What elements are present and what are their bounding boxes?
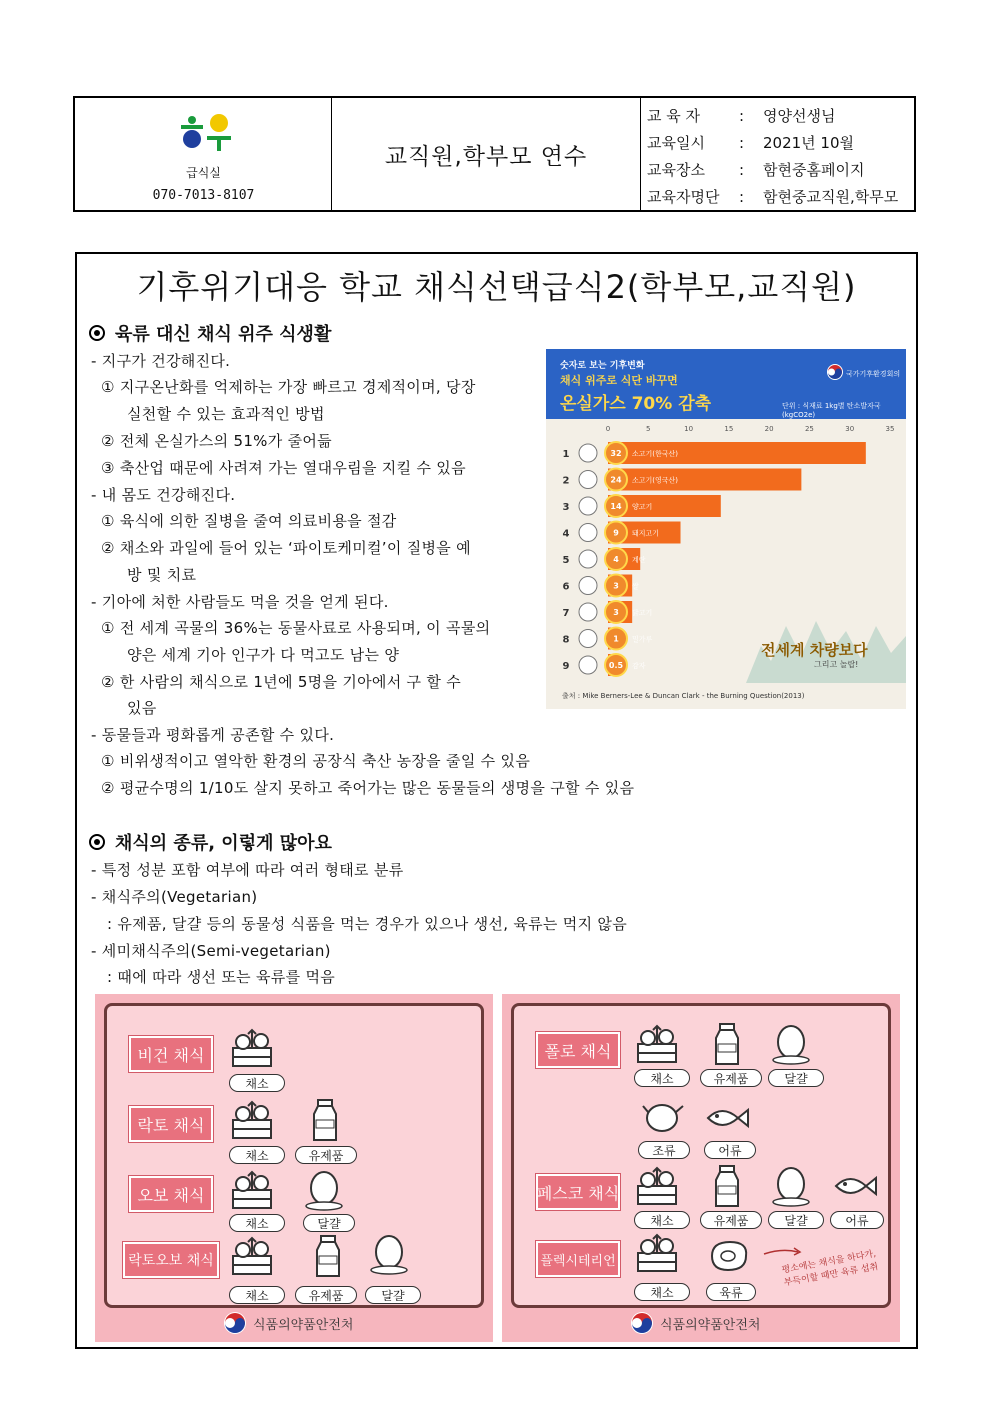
info-colon: : <box>739 160 745 179</box>
text-line: ① 육식에 의한 질병을 줄여 의료비용을 절감 <box>101 512 397 530</box>
fish-icon <box>832 1164 878 1208</box>
food-icon <box>579 497 597 515</box>
poster-frame <box>511 1003 891 1308</box>
food-pill: 달걀 <box>768 1211 824 1229</box>
info-row <box>647 156 914 183</box>
food-pill: 어류 <box>830 1211 884 1229</box>
food-pill: 달걀 <box>768 1069 824 1087</box>
category-label: 돼지고기 <box>632 529 660 538</box>
vegetable-crate-icon <box>634 1231 680 1275</box>
egg-icon <box>769 1164 815 1208</box>
food-pill: 달걀 <box>365 1286 421 1304</box>
poster-frame <box>104 1003 484 1308</box>
government-emblem-icon <box>630 1311 654 1335</box>
infographic-kicker: 숫자로 보는 기후변화 <box>560 361 645 371</box>
text-line: - 세미채식주의(Semi-vegetarian) <box>91 942 331 960</box>
main-title: 기후위기대응 학교 채식선택급식2(학부모,교직원) <box>136 268 857 306</box>
food-pill: 조류 <box>638 1141 690 1159</box>
radio-bullet-icon <box>89 325 105 341</box>
vegetable-crate-icon <box>229 1098 275 1142</box>
header-table <box>73 96 916 212</box>
infographic-unit: 단위 : 식재료 1kg별 탄소발자국(kgCO2e) <box>782 402 881 419</box>
value-label: 3 <box>613 608 619 617</box>
category-label: 양고기 <box>632 503 653 511</box>
info-key: 교육자명단 <box>647 188 720 206</box>
infographic-slogan: 전세계 차량보다 <box>761 641 868 659</box>
infographic-subtitle: 채식 위주로 식단 바꾸면 <box>560 374 678 387</box>
vegetable-crate-icon <box>634 1164 680 1208</box>
header-title: 교직원,학부모 연수 <box>332 98 641 210</box>
info-value: 함현중홈페이지 <box>763 161 865 179</box>
x-tick-label: 35 <box>885 425 895 433</box>
vegetarian-types-poster-left <box>95 994 493 1342</box>
info-key: 교육일시 <box>647 134 705 152</box>
x-tick-label: 5 <box>646 425 651 433</box>
section-heading <box>89 829 332 855</box>
x-tick-label: 15 <box>724 425 734 433</box>
vegetable-crate-icon <box>229 1168 275 1212</box>
x-tick-label: 25 <box>804 425 814 433</box>
milk-bottle-icon <box>302 1098 348 1142</box>
rank-label: 6 <box>562 581 570 593</box>
food-pill: 채소 <box>229 1286 285 1304</box>
food-icon <box>579 550 597 568</box>
info-row <box>647 183 914 210</box>
food-icon <box>579 656 597 674</box>
egg-icon <box>367 1232 413 1276</box>
text-line: ② 채소와 과일에 들어 있는 ‘파이토케미컬’이 질병을 예 <box>101 539 471 557</box>
category-label: 밀가루 <box>632 635 653 644</box>
category-label: 쌀 <box>632 582 639 591</box>
steak-icon <box>706 1234 752 1278</box>
radio-bullet-icon <box>89 834 105 850</box>
emissions-infographic <box>546 349 906 709</box>
food-icon <box>579 471 597 489</box>
mfds-logo <box>630 1311 760 1335</box>
food-icon <box>579 524 597 542</box>
value-label: 24 <box>610 475 622 485</box>
section-heading-text: 채식의 종류, 이렇게 많아요 <box>115 833 332 854</box>
info-row <box>647 102 914 129</box>
food-pill: 유제품 <box>295 1286 357 1304</box>
text-line: - 채식주의(Vegetarian) <box>91 888 258 906</box>
category-label: 계란 <box>632 556 646 564</box>
value-label: 3 <box>613 581 619 591</box>
category-label: 소고기(영국산) <box>632 476 679 485</box>
chicken-icon <box>640 1094 686 1138</box>
text-line: : 유제품, 달걀 등의 동물성 식품을 먹는 경우가 있으나 생선, 육류는 먹지 않음 <box>107 915 628 933</box>
infographic-slogan-sub: 그리고 놀랍! <box>814 660 859 669</box>
milk-bottle-icon <box>704 1022 750 1066</box>
info-value: 영양선생님 <box>763 107 836 125</box>
text-line: ① 지구온난화를 억제하는 가장 빠르고 경제적이며, 당장 <box>101 378 476 396</box>
food-pill: 채소 <box>634 1283 690 1301</box>
food-icon <box>579 603 597 621</box>
text-line: ③ 축산업 때문에 사려져 가는 열대우림을 지킬 수 있음 <box>101 459 466 477</box>
text-line: - 지구가 건강해진다. <box>91 352 231 370</box>
text-line: - 기아에 처한 사람들도 먹을 것을 얻게 된다. <box>91 593 389 611</box>
government-emblem-icon <box>826 363 844 381</box>
infographic-source: 출처 : Mike Berners-Lee & Duncan Clark - the Burning Question(2013) <box>562 692 805 700</box>
pesco-tag: 페스코 채식 <box>536 1174 620 1210</box>
text-line: - 내 몸도 건강해진다. <box>91 486 236 504</box>
x-tick-label: 0 <box>605 425 611 433</box>
value-label: 0.5 <box>608 661 624 670</box>
food-pill: 유제품 <box>700 1069 762 1087</box>
value-label: 32 <box>610 449 622 458</box>
text-line: 양은 세계 기아 인구가 다 먹고도 남는 양 <box>127 646 400 664</box>
food-pill: 유제품 <box>700 1211 762 1229</box>
mfds-logo-text: 식품의약품안전처 <box>253 1317 354 1333</box>
header-logo-cell <box>75 98 332 210</box>
text-line: : 때에 따라 생선 또는 육류를 먹음 <box>107 968 336 986</box>
header-info <box>641 98 914 210</box>
x-tick-label: 30 <box>845 425 855 433</box>
school-logo-icon <box>175 108 235 154</box>
rank-label: 1 <box>562 449 570 460</box>
flexitarian-note: 평소에는 채식을 하다가, 부득이할 때만 육류 섭취 <box>781 1249 880 1289</box>
info-colon: : <box>739 106 745 125</box>
flexitarian-tag: 플렉시테리언 <box>536 1241 620 1277</box>
section-heading <box>89 320 331 346</box>
logo-phone-number: 070-7013-8107 <box>152 188 255 203</box>
info-colon: : <box>739 133 745 152</box>
info-value: 2021년 10월 <box>763 134 855 152</box>
ovo-tag: 오보 채식 <box>129 1176 213 1212</box>
food-icon <box>579 630 597 648</box>
vegetable-crate-icon <box>229 1026 275 1070</box>
rank-label: 4 <box>562 528 570 540</box>
food-pill: 채소 <box>229 1074 285 1092</box>
value-label: 1 <box>613 634 619 644</box>
rank-label: 3 <box>562 502 570 513</box>
milk-bottle-icon <box>305 1234 351 1278</box>
category-label: 소고기(한국산) <box>632 450 679 458</box>
food-pill: 육류 <box>706 1283 756 1301</box>
category-label: 닭고기 <box>632 609 653 617</box>
rank-label: 2 <box>562 475 570 487</box>
text-line: - 동물들과 평화롭게 공존할 수 있다. <box>91 726 335 744</box>
egg-icon <box>769 1022 815 1066</box>
value-label: 14 <box>610 502 622 511</box>
infographic-headline: 온실가스 70% 감축 <box>560 394 712 414</box>
mfds-logo-text: 식품의약품안전처 <box>660 1317 761 1333</box>
info-key: 교육장소 <box>647 161 705 179</box>
section-heading-text: 육류 대신 채식 위주 식생활 <box>115 324 332 345</box>
egg-icon <box>302 1168 348 1212</box>
rank-label: 7 <box>562 608 570 619</box>
food-pill: 유제품 <box>295 1146 357 1164</box>
mfds-logo <box>223 1311 353 1335</box>
fish-icon <box>704 1096 750 1140</box>
arrow-right-icon <box>762 1246 802 1258</box>
rank-label: 9 <box>562 661 570 672</box>
vegetable-crate-icon <box>229 1234 275 1278</box>
vegan-tag: 비건 채식 <box>129 1036 213 1072</box>
text-line: ② 한 사람의 채식으로 1년에 5명을 기아에서 구 할 수 <box>101 673 462 691</box>
text-line: - 특정 성분 포함 여부에 따라 여러 형태로 분류 <box>91 861 404 879</box>
value-label: 9 <box>613 528 619 538</box>
food-icon <box>579 577 597 595</box>
info-row <box>647 129 914 156</box>
x-tick-label: 20 <box>764 425 774 433</box>
text-line: 실천할 수 있는 효과적인 방법 <box>127 405 325 423</box>
food-pill: 어류 <box>704 1141 756 1159</box>
rank-label: 8 <box>562 634 570 646</box>
lacto-tag: 락토 채식 <box>129 1106 213 1142</box>
text-line: ② 평균수명의 1/10도 살지 못하고 죽어가는 많은 동물들의 생명을 구할 수 있음 <box>101 779 635 797</box>
food-pill: 채소 <box>634 1069 690 1087</box>
food-pill: 채소 <box>229 1146 285 1164</box>
value-label: 4 <box>613 555 619 564</box>
text-line: ② 전체 온실가스의 51%가 줄어듦 <box>101 432 332 450</box>
lacto-ovo-tag: 락토오보 채식 <box>123 1242 219 1278</box>
infographic-org: 국가기후환경회의 <box>846 370 901 378</box>
logo-dept-label: 급식실 <box>186 166 221 180</box>
pollo-tag: 폴로 채식 <box>536 1032 620 1068</box>
food-pill: 채소 <box>634 1211 690 1229</box>
text-line: ① 전 세계 곡물의 36%는 동물사료로 사용되며, 이 곡물의 <box>101 619 491 637</box>
text-line: ① 비위생적이고 열악한 환경의 공장식 축산 농장을 줄일 수 있음 <box>101 752 531 770</box>
government-emblem-icon <box>223 1311 247 1335</box>
milk-bottle-icon <box>704 1164 750 1208</box>
category-label: 감자 <box>632 662 646 670</box>
food-icon <box>579 444 597 462</box>
food-pill: 채소 <box>229 1214 285 1232</box>
vegetarian-types-poster-right <box>502 994 900 1342</box>
main-content-box <box>75 252 918 1349</box>
vegetable-crate-icon <box>634 1022 680 1066</box>
info-value: 함현중교직원,학무모 <box>763 188 899 206</box>
text-line: 있음 <box>127 699 157 717</box>
text-line: 방 및 치료 <box>127 566 197 584</box>
x-tick-label: 10 <box>684 425 694 433</box>
info-colon: : <box>739 187 745 206</box>
rank-label: 5 <box>562 555 570 566</box>
food-pill: 달걀 <box>303 1214 355 1232</box>
info-key: 교 육 자 <box>647 107 701 125</box>
